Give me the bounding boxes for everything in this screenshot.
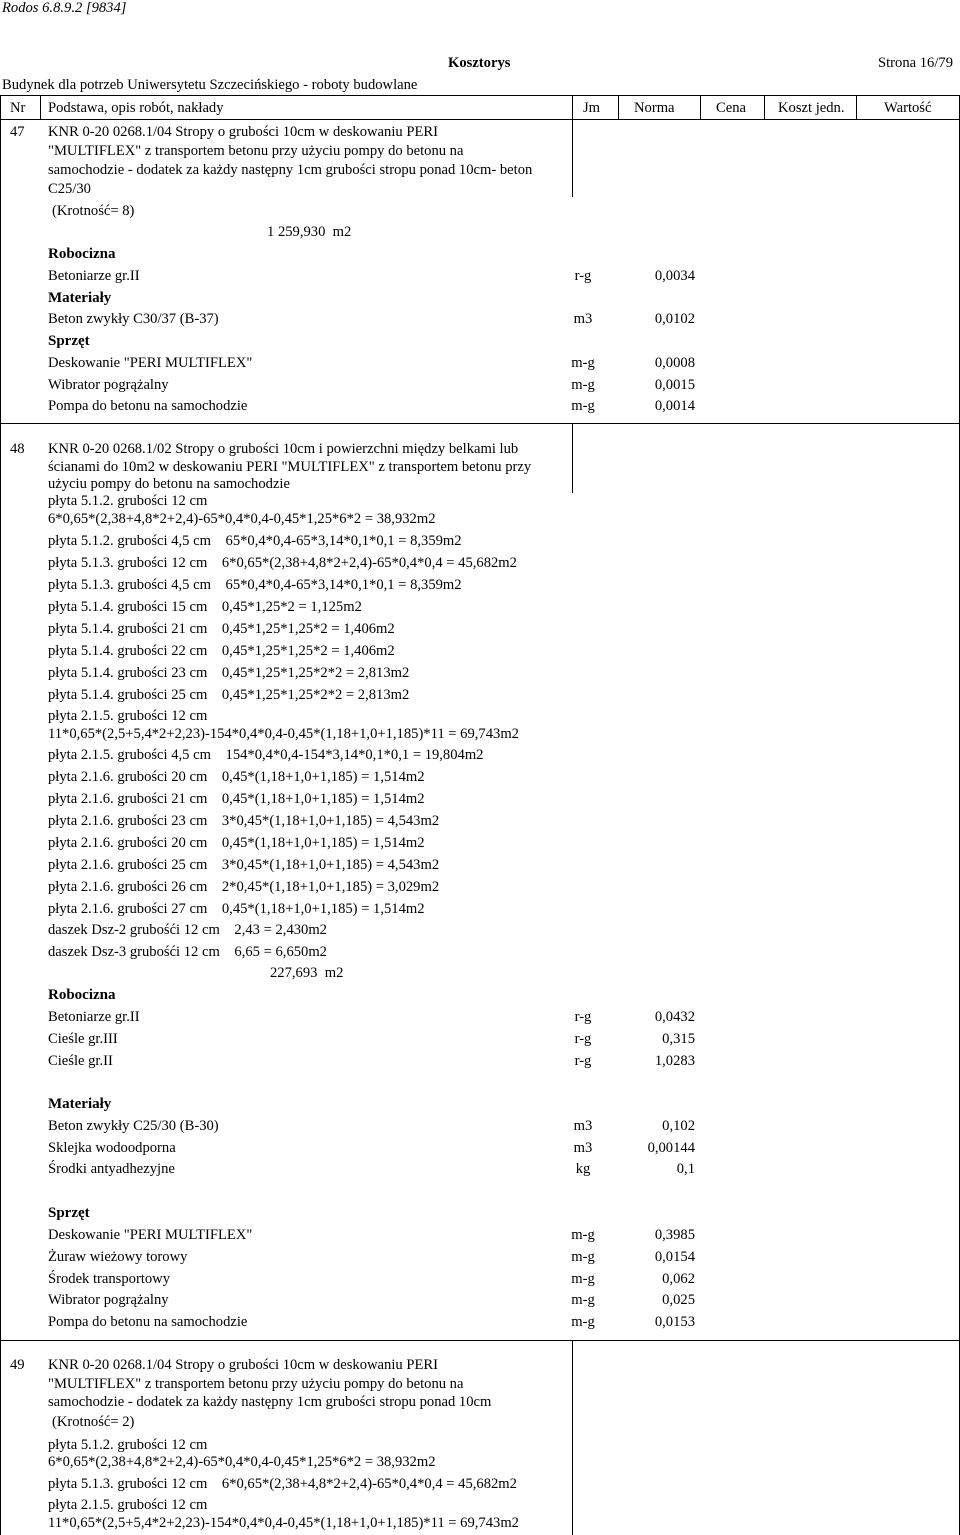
resource-unit: m3 [573,1140,593,1156]
resource-name: Cieśle gr.II [48,1053,113,1069]
calculation-line: płyta 2.1.6. grubości 23 cm 3*0,45*(1,18+1,0+1,185) = 4,543m2 [48,813,440,829]
calculation-line: 6*0,65*(2,38+4,8*2+2,4)-65*0,4*0,4-0,45*1,25*6*2 = 38,932m2 [48,1454,436,1470]
resource-name: Środki antyadhezyjne [48,1161,175,1177]
item-description-line: C25/30 [48,181,91,197]
calculation-line: płyta 5.1.3. grubości 12 cm 6*0,65*(2,38+4,8*2+2,4)-65*0,4*0,4 = 45,682m2 [48,555,517,571]
grid-line-jm [572,95,573,120]
calculation-line: płyta 2.1.5. grubości 12 cm [48,1497,208,1513]
materials-heading: Materiały [48,1096,112,1112]
item-description-line: KNR 0-20 0268.1/04 Stropy o grubości 10cm w deskowaniu PERI [48,124,438,140]
resource-unit: m-g [571,1314,595,1330]
labor-heading: Robocizna [48,246,116,262]
equipment-heading: Sprzęt [48,333,90,349]
col-basis: Podstawa, opis robót, nakłady [48,100,224,116]
calculation-line: płyta 5.1.3. grubości 12 cm 6*0,65*(2,38+4,8*2+2,4)-65*0,4*0,4 = 45,682m2 [48,1476,517,1492]
resource-unit: m-g [571,355,595,371]
resource-unit: m3 [573,311,593,327]
resource-name: Wibrator pogrążalny [48,1292,169,1308]
header-bottom-rule [0,119,959,120]
item-description-line: "MULTIFLEX" z transportem betonu przy użyciu pompy do betonu na [48,1376,464,1392]
item-unit-column-rule [572,423,573,493]
resource-norm: 0,0014 [654,398,695,414]
calculation-line: płyta 2.1.6. grubości 27 cm 0,45*(1,18+1,0+1,185) = 1,514m2 [48,901,425,917]
calculation-line: płyta 5.1.4. grubości 25 cm 0,45*1,25*1,25*2*2 = 2,813m2 [48,687,410,703]
item-unit-column-rule [572,1340,573,1535]
resource-unit: m3 [573,1118,593,1134]
calculation-line: płyta 5.1.4. grubości 22 cm 0,45*1,25*1,25*2 = 1,406m2 [48,643,395,659]
document-title: Kosztorys [448,55,511,71]
item-description-line: KNR 0-20 0268.1/04 Stropy o grubości 10cm w deskowaniu PERI [48,1357,438,1373]
page-number: Strona 16/79 [878,55,953,71]
resource-norm: 0,0034 [654,268,695,284]
resource-name: Żuraw wieżowy torowy [48,1249,188,1265]
calculation-line: płyta 5.1.4. grubości 21 cm 0,45*1,25*1,25*2 = 1,406m2 [48,621,395,637]
item-separator [0,423,959,424]
calculation-line: daszek Dsz-2 grubośći 12 cm 2,43 = 2,430m2 [48,922,327,938]
grid-line-wartosc [856,95,857,120]
resource-norm: 0,0153 [654,1314,695,1330]
resource-norm: 0,0432 [654,1009,695,1025]
calculation-line: daszek Dsz-3 grubośći 12 cm 6,65 = 6,650m2 [48,944,327,960]
resource-name: Pompa do betonu na samochodzie [48,1314,248,1330]
item-quantity: 227,693 m2 [270,965,344,981]
calculation-line: 11*0,65*(2,5+5,4*2+2,23)-154*0,4*0,4-0,45*(1,18+1,0+1,185)*11 = 69,743m2 [48,1515,519,1531]
resource-norm: 1,0283 [654,1053,695,1069]
col-nr: Nr [10,100,26,116]
resource-name: Deskowanie "PERI MULTIFLEX" [48,1227,253,1243]
resource-name: Betoniarze gr.II [48,268,140,284]
calculation-line: płyta 2.1.6. grubości 21 cm 0,45*(1,18+1,0+1,185) = 1,514m2 [48,791,425,807]
item-quantity: 1 259,930 m2 [267,224,352,240]
item-description-line: samochodzie - dodatek za każdy następny 1cm grubości stropu ponad 10cm- beton [48,162,533,178]
item-multiplier: (Krotność= 2) [52,1414,135,1430]
materials-heading: Materiały [48,290,112,306]
calculation-line: 6*0,65*(2,38+4,8*2+2,4)-65*0,4*0,4-0,45*1,25*6*2 = 38,932m2 [48,511,436,527]
resource-name: Środek transportowy [48,1271,171,1287]
resource-norm: 0,0008 [654,355,695,371]
resource-norm: 0,00144 [647,1140,695,1156]
equipment-heading: Sprzęt [48,1205,90,1221]
resource-norm: 0,315 [662,1031,695,1047]
resource-norm: 0,0154 [654,1249,695,1265]
resource-name: Deskowanie "PERI MULTIFLEX" [48,355,253,371]
header-top-rule [0,95,959,96]
col-norma: Norma [634,100,675,116]
item-description-line: ścianami do 10m2 w deskowaniu PERI "MULTIFLEX" z transportem betonu przy [48,459,532,475]
calculation-line: płyta 5.1.3. grubości 4,5 cm 65*0,4*0,4-65*3,14*0,1*0,1 = 8,359m2 [48,577,462,593]
calculation-line: płyta 5.1.2. grubości 12 cm [48,493,208,509]
project-name: Budynek dla potrzeb Uniwersytetu Szczecińskiego - roboty budowlane [2,77,418,93]
grid-line-cena [700,95,701,120]
resource-name: Beton zwykły C30/37 (B-37) [48,311,219,327]
labor-heading: Robocizna [48,987,116,1003]
resource-norm: 0,0015 [654,377,695,393]
resource-name: Beton zwykły C25/30 (B-30) [48,1118,219,1134]
grid-line-left [0,95,1,1535]
calculation-line: 11*0,65*(2,5+5,4*2+2,23)-154*0,4*0,4-0,45*(1,18+1,0+1,185)*11 = 69,743m2 [48,726,519,742]
calculation-line: płyta 2.1.6. grubości 20 cm 0,45*(1,18+1,0+1,185) = 1,514m2 [48,769,425,785]
calculation-line: płyta 5.1.2. grubości 12 cm [48,1437,208,1453]
calculation-line: płyta 5.1.2. grubości 4,5 cm 65*0,4*0,4-65*3,14*0,1*0,1 = 8,359m2 [48,533,462,549]
calculation-line: płyta 2.1.5. grubości 4,5 cm 154*0,4*0,4-154*3,14*0,1*0,1 = 19,804m2 [48,747,484,763]
item-description-line: użyciu pompy do betonu na samochodzie [48,476,290,492]
calculation-line: płyta 2.1.6. grubości 26 cm 2*0,45*(1,18+1,0+1,185) = 3,029m2 [48,879,440,895]
grid-line-koszt [764,95,765,120]
item-unit-column-rule [572,119,573,197]
calculation-line: płyta 5.1.4. grubości 23 cm 0,45*1,25*1,25*2*2 = 2,813m2 [48,665,410,681]
resource-norm: 0,3985 [654,1227,695,1243]
item-separator [0,1340,959,1341]
col-jm: Jm [583,100,601,116]
grid-line-norma [618,95,619,120]
resource-name: Pompa do betonu na samochodzie [48,398,248,414]
item-number: 47 [10,124,25,140]
item-description-line: KNR 0-20 0268.1/02 Stropy o grubości 10cm i powierzchni między belkami lub [48,441,519,457]
calculation-line: płyta 5.1.4. grubości 15 cm 0,45*1,25*2 = 1,125m2 [48,599,362,615]
resource-norm: 0,1 [676,1161,695,1177]
item-description-line: "MULTIFLEX" z transportem betonu przy użyciu pompy do betonu na [48,143,464,159]
resource-unit: r-g [574,1009,592,1025]
resource-norm: 0,062 [662,1271,695,1287]
resource-unit: m-g [571,1271,595,1287]
calculation-line: płyta 2.1.5. grubości 12 cm [48,708,208,724]
item-number: 48 [10,441,25,457]
resource-unit: m-g [571,1227,595,1243]
resource-norm: 0,0102 [654,311,695,327]
resource-name: Wibrator pogrążalny [48,377,169,393]
resource-norm: 0,102 [662,1118,695,1134]
resource-unit: kg [575,1161,591,1177]
resource-unit: r-g [574,1031,592,1047]
item-number: 49 [10,1357,25,1373]
resource-unit: m-g [571,398,595,414]
col-cena: Cena [716,100,746,116]
resource-name: Cieśle gr.III [48,1031,118,1047]
item-description-line: samochodzie - dodatek za każdy następny 1cm grubości stropu ponad 10cm [48,1394,492,1410]
grid-line-nr [40,95,41,120]
resource-unit: r-g [574,268,592,284]
resource-unit: m-g [571,1249,595,1265]
resource-name: Betoniarze gr.II [48,1009,140,1025]
resource-name: Sklejka wodoodporna [48,1140,176,1156]
item-multiplier: (Krotność= 8) [52,203,135,219]
resource-unit: m-g [571,1292,595,1308]
calculation-line: płyta 2.1.6. grubości 20 cm 0,45*(1,18+1,0+1,185) = 1,514m2 [48,835,425,851]
app-title: Rodos 6.8.9.2 [9834] [2,0,127,16]
calculation-line: płyta 2.1.6. grubości 25 cm 3*0,45*(1,18+1,0+1,185) = 4,543m2 [48,857,440,873]
resource-unit: m-g [571,377,595,393]
col-koszt-jedn: Koszt jedn. [778,100,845,116]
resource-norm: 0,025 [662,1292,695,1308]
col-wartosc: Wartość [884,100,932,116]
resource-unit: r-g [574,1053,592,1069]
